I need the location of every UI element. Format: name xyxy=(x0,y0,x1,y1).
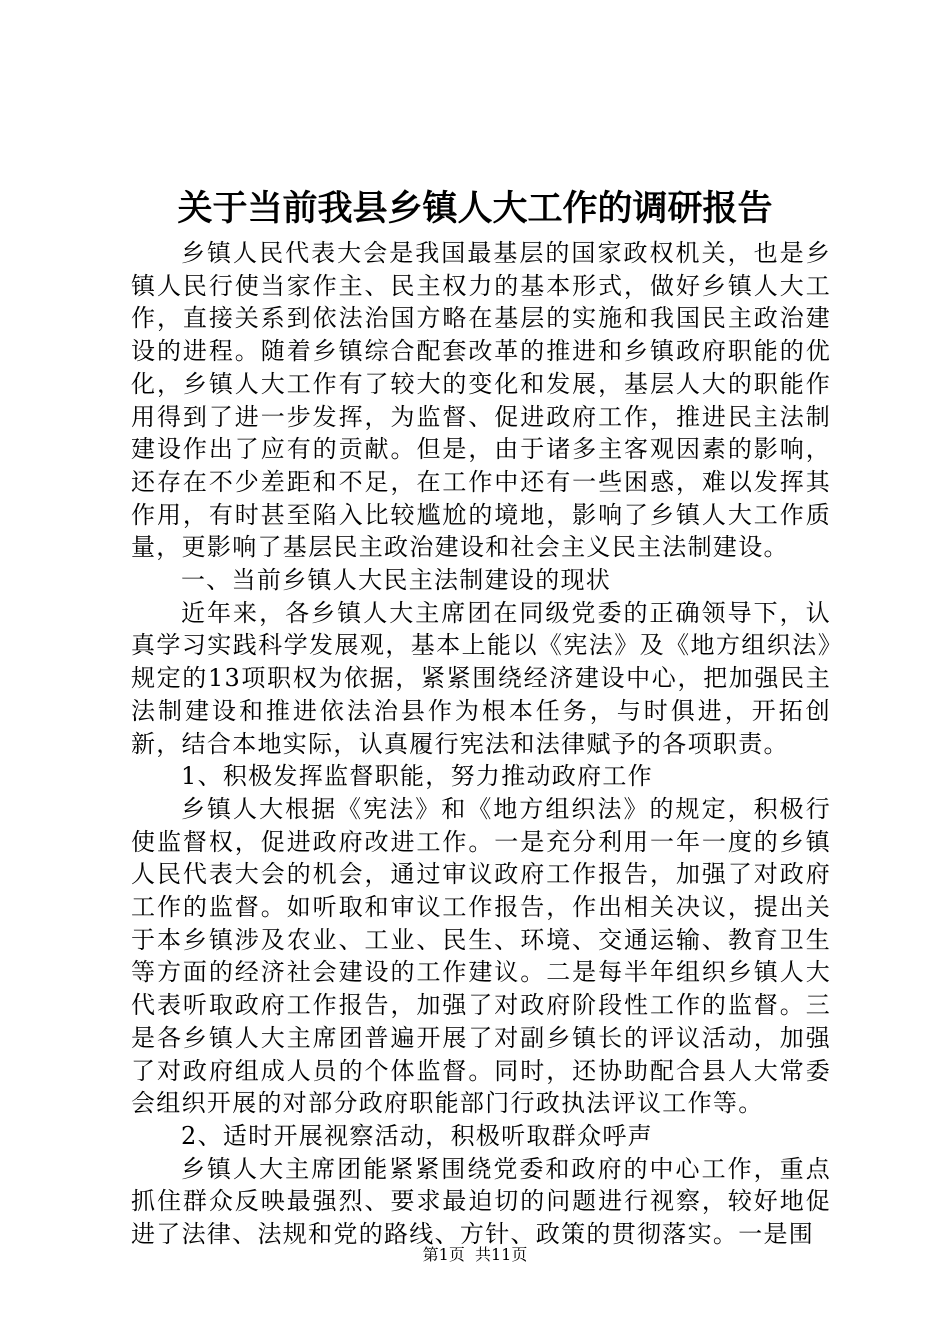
document-title: 关于当前我县乡镇人大工作的调研报告 xyxy=(177,188,773,229)
body-paragraph: 乡镇人民代表大会是我国最基层的国家政权机关，也是乡镇人民行使当家作主、民主权力的基本形式，做好乡镇人大工作，直接关系到依法治国方略在基层的实施和我国民主政治建设的进程。随着乡镇综合配套改革的推进和乡镇政府职能的优化，乡镇人大工作有了较大的变化和发展，基层人大的职能作用得到了进一步发挥，为监督、促进政府工作，推进民主法制建设作出了应有的贡献。但是，由于诸多主客观因素的影响，还存在不少差距和不足，在工作中还有一些困惑，难以发挥其作用，有时甚至陷入比较尴尬的境地，影响了乡镇人大工作质量，更影响了基层民主政治建设和社会主义民主法制建设。 xyxy=(131,239,831,562)
subsection-heading: 1、积极发挥监督职能，努力推动政府工作 xyxy=(181,762,653,791)
document-body xyxy=(131,237,831,1251)
subsection-heading: 2、适时开展视察活动，积极听取群众呼声 xyxy=(181,1121,653,1150)
page-number-label: 第1页 共11页 xyxy=(422,1245,528,1264)
section-heading: 一、当前乡镇人大民主法制建设的现状 xyxy=(181,566,612,595)
body-paragraph: 乡镇人大根据《宪法》和《地方组织法》的规定，积极行使监督权，促进政府改进工作。一是充分利用一年一度的乡镇人民代表大会的机会，通过审议政府工作报告，加强了对政府工作的监督。如听取和审议工作报告，作出相关决议，提出关于本乡镇涉及农业、工业、民生、环境、交通运输、教育卫生等方面的经济社会建设的工作建议。二是每半年组织乡镇人大代表听取政府工作报告，加强了对政府阶段性工作的监督。三是各乡镇人大主席团普遍开展了对副乡镇长的评议活动，加强了对政府组成人员的个体监督。同时，还协助配合县人大常委会组织开展的对部分政府职能部门行政执法评议工作等。 xyxy=(131,794,831,1118)
page-footer xyxy=(0,1244,950,1266)
body-paragraph: 乡镇人大主席团能紧紧围绕党委和政府的中心工作，重点抓住群众反映最强烈、要求最迫切的问题进行视察，较好地促进了法律、法规和党的路线、方针、政策的贯彻落实。一是围 xyxy=(131,1154,831,1249)
body-paragraph: 近年来，各乡镇人大主席团在同级党委的正确领导下，认真学习实践科学发展观，基本上能以《宪法》及《地方组织法》规定的13项职权为依据，紧紧围绕经济建设中心，把加强民主法制建设和推进依法治县作为根本任务，与时俱进，开拓创新，结合本地实际，认真履行宪法和法律赋予的各项职责。 xyxy=(131,598,831,758)
